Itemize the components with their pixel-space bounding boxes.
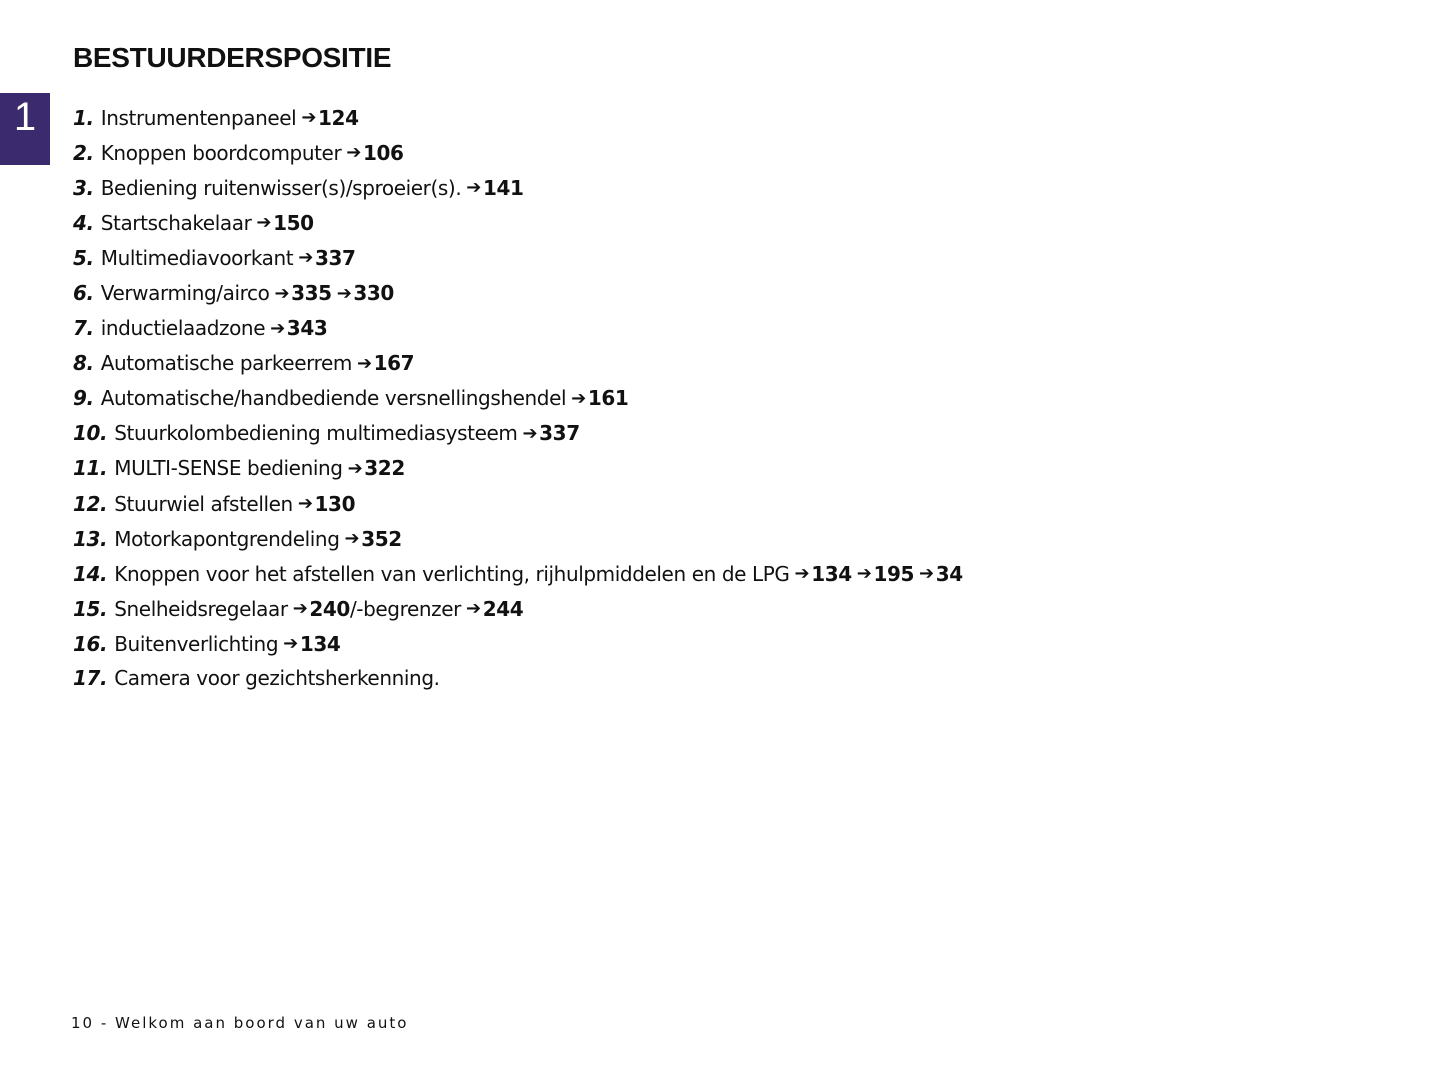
item-number: 11. <box>73 456 108 481</box>
item-number: 6. <box>73 281 94 306</box>
item-label: Multimediavoorkant <box>100 245 294 270</box>
chapter-tab <box>0 93 50 165</box>
chapter-number: 1 <box>13 95 37 139</box>
arrow-right-icon: ➔ <box>344 528 360 550</box>
list-item <box>73 626 963 661</box>
item-number: 5. <box>73 245 94 270</box>
item-label: Automatische/handbediende versnellingshendel <box>100 386 567 411</box>
page-reference[interactable] <box>352 351 414 375</box>
page-reference[interactable] <box>343 456 405 480</box>
page-reference[interactable] <box>269 281 331 305</box>
item-label: Automatische parkeerrem <box>100 351 352 376</box>
page-reference[interactable] <box>296 106 358 130</box>
list-item <box>73 275 963 310</box>
list-item <box>73 346 963 381</box>
page-reference[interactable] <box>461 176 523 200</box>
list-item <box>73 416 963 451</box>
item-number: 8. <box>73 351 94 376</box>
item-number: 4. <box>73 210 94 235</box>
page-link[interactable]: 352 <box>361 526 402 551</box>
page-link[interactable]: 141 <box>482 175 524 200</box>
arrow-right-icon: ➔ <box>794 563 810 585</box>
arrow-right-icon: ➔ <box>297 493 313 515</box>
item-label: Knoppen boordcomputer <box>100 140 342 165</box>
page-reference[interactable] <box>332 281 394 305</box>
item-label: Startschakelaar <box>100 210 252 235</box>
page-link[interactable]: 124 <box>318 105 359 130</box>
item-number: 16. <box>73 631 108 656</box>
item-label: Camera voor gezichtsherkenning. <box>114 665 440 690</box>
page-link[interactable]: 161 <box>587 386 629 411</box>
page-link[interactable]: 150 <box>273 210 314 235</box>
page-reference[interactable] <box>517 421 579 445</box>
page-title: BESTUURDERSPOSITIE <box>73 42 392 73</box>
page-link[interactable]: 244 <box>482 596 524 621</box>
page-reference[interactable] <box>293 246 355 270</box>
page-link[interactable]: 335 <box>291 281 332 306</box>
page-reference[interactable] <box>914 562 963 586</box>
page-link[interactable]: 330 <box>353 281 394 306</box>
item-label: inductielaadzone <box>100 316 266 341</box>
arrow-right-icon: ➔ <box>856 563 872 585</box>
page-footer: 10 - Welkom aan boord van uw auto <box>71 1014 409 1032</box>
page-link[interactable]: 337 <box>539 421 580 446</box>
reference-suffix: /-begrenzer <box>349 596 461 621</box>
arrow-right-icon: ➔ <box>571 387 586 409</box>
page-reference[interactable] <box>293 492 355 516</box>
arrow-right-icon: ➔ <box>356 352 372 374</box>
arrow-right-icon: ➔ <box>466 598 481 620</box>
item-number: 2. <box>73 140 94 165</box>
page-link[interactable]: 322 <box>364 456 405 481</box>
item-label: Snelheidsregelaar <box>114 596 288 621</box>
list-item <box>73 170 963 205</box>
list-item <box>73 240 963 275</box>
item-number: 10. <box>73 421 108 446</box>
item-label: Stuurkolombediening multimediasysteem <box>114 421 518 446</box>
arrow-right-icon: ➔ <box>270 317 285 339</box>
list-item <box>73 521 963 556</box>
list-item <box>73 556 963 591</box>
list-item <box>73 381 963 416</box>
list-item <box>73 135 963 170</box>
arrow-right-icon: ➔ <box>298 247 313 269</box>
legend-list <box>73 100 963 694</box>
page-link[interactable]: 240 <box>309 596 350 621</box>
page-link[interactable]: 343 <box>286 316 328 341</box>
page-link[interactable]: 130 <box>314 491 356 516</box>
arrow-right-icon: ➔ <box>301 107 317 129</box>
list-item <box>73 591 963 626</box>
item-number: 1. <box>73 105 94 130</box>
arrow-right-icon: ➔ <box>283 633 298 655</box>
item-label: Verwarming/airco <box>100 281 270 306</box>
arrow-right-icon: ➔ <box>336 282 352 304</box>
page-reference[interactable] <box>265 316 327 340</box>
page-reference[interactable] <box>251 211 313 235</box>
page-link[interactable]: 167 <box>373 351 415 376</box>
page-link[interactable]: 34 <box>935 561 963 586</box>
item-label: MULTI-SENSE bediening <box>114 456 343 481</box>
item-label: Bediening ruitenwisser(s)/sproeier(s). <box>100 175 462 200</box>
list-item <box>73 100 963 135</box>
item-number: 17. <box>73 665 108 690</box>
arrow-right-icon: ➔ <box>274 282 290 304</box>
arrow-right-icon: ➔ <box>919 563 934 585</box>
page-reference[interactable] <box>852 562 914 586</box>
arrow-right-icon: ➔ <box>346 142 361 164</box>
page-reference[interactable] <box>278 632 340 656</box>
arrow-right-icon: ➔ <box>522 422 538 444</box>
item-label: Stuurwiel afstellen <box>114 491 293 516</box>
item-number: 13. <box>73 526 108 551</box>
page-reference[interactable] <box>341 141 403 165</box>
page-reference[interactable] <box>288 597 461 621</box>
list-item <box>73 311 963 346</box>
item-label: Instrumentenpaneel <box>100 105 297 130</box>
item-label: Buitenverlichting <box>114 631 279 656</box>
list-item <box>73 486 963 521</box>
page-link[interactable]: 337 <box>314 245 356 270</box>
page-link[interactable]: 106 <box>362 140 404 165</box>
list-item <box>73 205 963 240</box>
item-number: 15. <box>73 596 108 621</box>
page-link[interactable]: 134 <box>811 561 852 586</box>
arrow-right-icon: ➔ <box>256 212 272 234</box>
item-number: 9. <box>73 386 94 411</box>
arrow-right-icon: ➔ <box>292 598 308 620</box>
page-link[interactable]: 134 <box>299 631 341 656</box>
item-number: 14. <box>73 561 108 586</box>
page-reference[interactable] <box>790 562 852 586</box>
item-number: 3. <box>73 175 94 200</box>
list-item <box>73 662 963 694</box>
arrow-right-icon: ➔ <box>466 177 481 199</box>
item-label: Knoppen voor het afstellen van verlichting, rijhulpmiddelen en de LPG <box>114 561 790 586</box>
page-link[interactable]: 195 <box>873 561 914 586</box>
page-reference[interactable] <box>461 597 523 621</box>
page-reference[interactable] <box>340 527 402 551</box>
arrow-right-icon: ➔ <box>347 457 363 479</box>
page-reference[interactable] <box>566 386 628 410</box>
item-number: 7. <box>73 316 94 341</box>
item-number: 12. <box>73 491 108 516</box>
list-item <box>73 451 963 486</box>
item-label: Motorkapontgrendeling <box>114 526 340 551</box>
